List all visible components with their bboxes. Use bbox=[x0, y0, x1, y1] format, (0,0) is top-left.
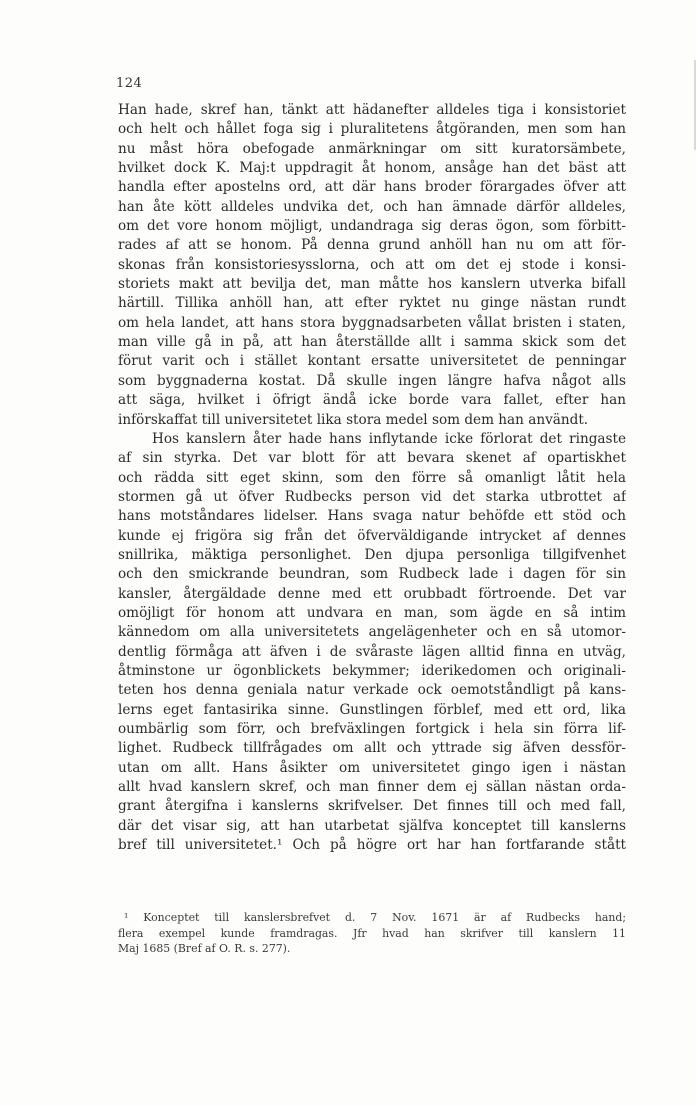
text-line: omöjligt för honom att undvara en man, som ägde en så intim bbox=[118, 604, 626, 621]
page-number: 124 bbox=[116, 76, 143, 91]
text-line: nu måst höra obefogade anmärkningar om sitt kuratorsämbete, bbox=[118, 140, 626, 157]
text-line: härtill. Tillika anhöll han, att efter ryktet nu ginge nästan rundt bbox=[118, 295, 626, 312]
text-line: kunde ej frigöra sig från det öfverväldigande intrycket af dennes bbox=[118, 527, 626, 544]
text-line: lighet. Rudbeck tillfrågades om allt och yttrade sig äfven dessför- bbox=[118, 740, 626, 757]
text-line: förut varit och i stället kontant ersatte universitetet de penningar bbox=[118, 353, 626, 370]
footnote-line: Maj 1685 (Bref af O. R. s. 277). bbox=[118, 942, 291, 955]
footnote-line: ¹ Konceptet till kanslersbrefvet d. 7 Nov. 1671 är af Rudbecks hand; bbox=[124, 911, 626, 924]
text-line: snillrika, mäktiga personlighet. Den djupa personliga tillgifvenhet bbox=[118, 546, 626, 563]
text-line: skonas från konsistoriesysslorna, och att om det ej stode i konsi- bbox=[118, 256, 626, 273]
text-line: hvilket dock K. Maj:t uppdragit åt honom, ansåge han det bäst att bbox=[118, 160, 626, 177]
text-line: och rädda sitt eget skinn, som den förre så omanligt låtit hela bbox=[118, 469, 626, 486]
text-line: bref till universitetet.¹ Och på högre ort har han fortfarande stått bbox=[118, 837, 626, 854]
text-line: oumbärlig som förr, och brefväxlingen fortgick i hela sin förra lif- bbox=[118, 721, 626, 737]
text-line: kännedom om alla universitetets angelägenheter och en så utomor- bbox=[118, 624, 626, 641]
text-line: lerns eget fantasirika sinne. Gunstlingen förblef, med ett ord, lika bbox=[118, 701, 626, 718]
footnote-line: flera exempel kunde framdragas. Jfr hvad han skrifver till kanslern 11 bbox=[118, 926, 626, 940]
text-line: om hela landet, att hans stora byggnadsarbeten vållat bristen i staten, bbox=[118, 314, 626, 331]
text-line: att säga, hvilket i öfrigt ändå icke borde vara fallet, efter han bbox=[118, 392, 626, 409]
text-line: om det vore honom möjligt, undandraga sig deras ögon, som förbitt- bbox=[118, 218, 626, 235]
text-line: storiets makt att bevilja det, man måtte hos kanslern utverka bifall bbox=[118, 276, 626, 293]
text-line: stormen gå ut öfver Rudbecks person vid det starka utbrottet af bbox=[118, 488, 626, 505]
text-line: teten hos denna geniala natur verkade ock oemotståndligt på kans- bbox=[118, 682, 626, 699]
text-line: man ville gå in på, att han återställde allt i samma skick som det bbox=[118, 334, 626, 351]
text-line: utan om allt. Hans åsikter om universitetet gingo igen i nästan bbox=[118, 759, 626, 776]
body-text bbox=[118, 101, 626, 855]
text-line: grant återgifna i kanslerns skrifvelser. Det finnes till och med fall, bbox=[118, 798, 626, 815]
text-line: af sin styrka. Det var blott för att bevara skenet af opartiskhet bbox=[118, 450, 626, 467]
text-line: åtminstone ur ögonblickets bekymmer; iderikedomen och originali- bbox=[118, 662, 626, 679]
text-line: hans motståndares lidelser. Hans svaga natur behöfde ett stöd och bbox=[118, 508, 626, 525]
text-line: Han hade, skref han, tänkt att hädanefter alldeles tiga i konsistoriet bbox=[118, 102, 626, 118]
text-line: dentlig förmåga att äfven i de svåraste lägen alltid finna en utväg, bbox=[118, 643, 626, 660]
text-line: införskaffat till universitetet lika stora medel som dem han användt. bbox=[118, 411, 589, 428]
text-line: kansler, återgäldade denne med ett orubbadt förtroende. Det var bbox=[118, 585, 626, 602]
text-line: och helt och hållet foga sig i pluralitetens åtgöranden, men som han bbox=[118, 121, 626, 138]
text-line: där det visar sig, att han utarbetat själfva konceptet till kanslerns bbox=[118, 817, 626, 834]
text-line: handla efter apostelns ord, att där hans broder förargades öfver att bbox=[118, 179, 626, 196]
text-line: rades af att se honom. På denna grund anhöll han nu om att för- bbox=[118, 237, 626, 254]
text-line: han åte kött alldeles undvika det, och han ämnade därför alldeles, bbox=[118, 198, 626, 215]
text-line: allt hvad kanslern skref, och man finner dem ej sällan nästan orda- bbox=[118, 779, 626, 796]
text-line: Hos kanslern åter hade hans inflytande icke förlorat det ringaste bbox=[152, 430, 626, 447]
text-line: och den smickrande beundran, som Rudbeck lade i dagen för sin bbox=[118, 566, 626, 583]
footnote bbox=[118, 910, 626, 957]
text-line: som byggnaderna kostat. Då skulle ingen längre hafva något alls bbox=[118, 372, 626, 389]
